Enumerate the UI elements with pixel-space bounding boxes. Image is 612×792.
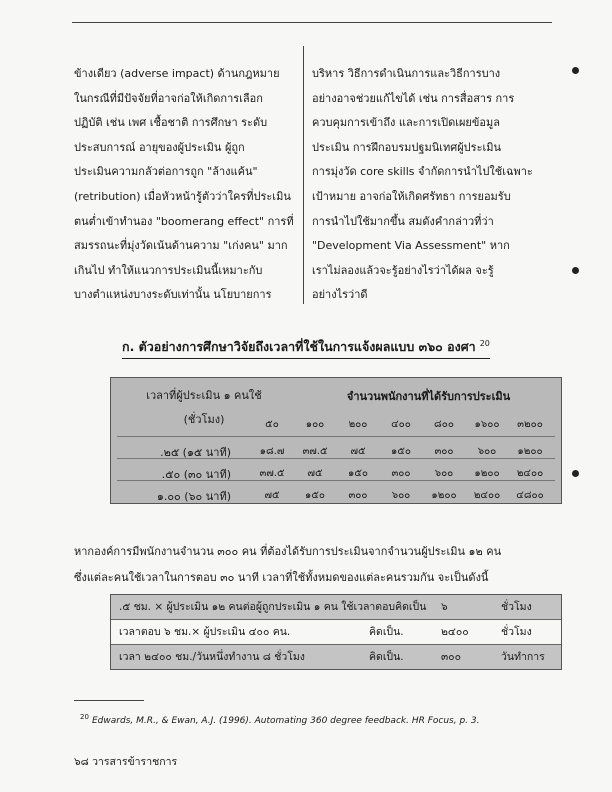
paragraph-line: หากองค์การมีพนักงานจำนวน ๓๐๐ คน ที่ต้องได้รับการประเมินจากจำนวนผู้ประเมิน ๑๒ คน — [74, 545, 502, 558]
table-column-header: ๑๖๐๐ — [474, 419, 500, 430]
table-cell: ๔๘๐๐ — [516, 490, 544, 501]
body-line: สมรรถนะที่มุ่งวัดเน้นด้านความ "เก่งคน" มาก — [74, 239, 288, 253]
table-left-header-line: (ชั่วโมง) — [183, 413, 225, 426]
margin-bullet — [572, 67, 579, 74]
calc-part: ชั่วโมง — [501, 601, 532, 613]
section-title — [122, 337, 490, 359]
calc-part: ๓๐๐ — [441, 651, 461, 663]
table-row-line — [117, 436, 555, 437]
paragraph-line: ซึ่งแต่ละคนใช้เวลาในการตอบ ๓๐ นาที เวลาที่ใช้ทั้งหมดของแต่ละคนรวมกัน จะเป็นดังนี้ — [74, 571, 489, 584]
calc-part: ชั่วโมง — [501, 626, 532, 638]
calculation-box — [110, 594, 562, 670]
table-cell: ๓๐๐ — [434, 446, 454, 457]
table-cell: ๓๗.๕ — [302, 446, 328, 457]
right-column — [312, 62, 552, 308]
body-line: ในกรณีที่มีปัจจัยที่อาจก่อให้เกิดการเลือก — [74, 91, 263, 105]
table-cell: ๓๐๐ — [348, 490, 368, 501]
footnote — [80, 713, 480, 726]
calc-part: ๖ — [441, 601, 448, 613]
footnote-text: Edwards, M.R., & Ewan, A.J. (1996). Automating 360 degree feedback. HR Focus, p. 3. — [92, 716, 480, 726]
calc-part: เวลาตอบ ๖ ชม.× ผู้ประเมิน ๔๐๐ คน. — [119, 626, 291, 638]
table-column-header: ๕๐ — [265, 419, 279, 430]
margin-bullet — [572, 470, 579, 477]
table-cell: ๒๔๐๐ — [473, 490, 501, 501]
body-line: การมุ่งวัด core skills จำกัดการนำไปใช้เฉพาะ — [312, 165, 533, 179]
table-left-header-line: เวลาที่ผู้ประเมิน ๑ คนใช้ — [146, 389, 262, 402]
top-rule — [72, 22, 552, 23]
table-right-header: จำนวนพนักงานที่ได้รับการประเมิน — [346, 390, 511, 403]
table-cell: ๑๘.๗ — [259, 446, 285, 457]
table-cell: ๖๐๐ — [391, 490, 411, 501]
table-row-label: .๕๐ (๓๐ นาที) — [161, 468, 231, 481]
left-column — [74, 62, 294, 308]
footnote-ref: 20 — [479, 338, 490, 348]
body-line: เป้าหมาย อาจก่อให้เกิดศรัทธา การยอมรับ — [312, 189, 511, 203]
table-cell: ๓๐๐ — [391, 468, 411, 479]
table-cell: ๖๐๐ — [434, 468, 454, 479]
calc-row — [111, 619, 561, 644]
table-column-header: ๒๐๐ — [348, 419, 368, 430]
body-line: "Development Via Assessment" หาก — [312, 239, 510, 253]
body-line: ควบคุมการเข้าถึง และการเปิดเผยข้อมูล — [312, 116, 500, 130]
page-footer: ๖๘ วารสารข้าราชการ — [74, 756, 178, 768]
calc-row — [111, 644, 561, 669]
footnote-number: 20 — [80, 713, 89, 721]
table-cell: ๑๒๐๐ — [517, 446, 543, 457]
body-line: ปฏิบัติ เช่น เพศ เชื้อชาติ การศึกษา ระดับ — [74, 116, 268, 130]
body-line: เราไม่ลองแล้วจะรู้อย่างไรว่าได้ผล จะรู้ — [312, 263, 494, 277]
calc-part: วันทำการ — [501, 651, 545, 663]
body-line: บางตำแหน่งบางระดับเท่านั้น นโยบายการ — [74, 288, 272, 302]
margin-bullet — [572, 267, 579, 274]
body-line: ตนต่ำเข้าทำนอง "boomerang effect" การที่ — [74, 214, 294, 228]
table-column-header: ๑๐๐ — [305, 419, 325, 430]
body-line: บริหาร วิธีการดำเนินการและวิธีการบาง — [312, 67, 501, 80]
body-line: ประเมิน การฝึกอบรมปฐมนิเทศผู้ประเมิน — [312, 140, 502, 154]
table-cell: ๑๒๐๐ — [431, 490, 457, 501]
table-cell: ๒๔๐๐ — [516, 468, 544, 479]
calc-part: คิดเป็น. — [369, 626, 404, 638]
table-column-header: ๔๐๐ — [391, 419, 411, 430]
calc-part: ๒๔๐๐ — [441, 626, 469, 638]
table-cell: ๓๗.๕ — [259, 468, 285, 479]
body-line: การนำไปใช้มากขึ้น สมดังคำกล่าวที่ว่า — [312, 214, 494, 228]
column-divider — [303, 46, 304, 304]
body-line: ข้างเดียว (adverse impact) ด้านกฎหมาย — [74, 67, 280, 80]
table-cell: ๑๕๐ — [347, 468, 369, 479]
body-line: เกินไป ทำให้แนวการประเมินนี้เหมาะกับ — [74, 263, 263, 277]
calc-row — [111, 595, 561, 619]
table-row-label: .๒๕ (๑๕ นาที) — [160, 446, 231, 459]
body-line: อย่างไรว่าดี — [312, 288, 368, 302]
table-cell: ๗๕ — [350, 446, 366, 457]
body-line: ประสบการณ์ อายุของผู้ประเมิน ผู้ถูก — [74, 140, 245, 154]
table-cell: ๑๕๐ — [390, 446, 412, 457]
calc-part: คิดเป็น. — [369, 651, 404, 663]
calc-part: .๕ ชม. × ผู้ประเมิน ๑๒ คนต่อผู้ถูกประเมิน ๑ คน ใช้เวลาตอบคิดเป็น — [119, 601, 427, 613]
footnote-rule — [74, 700, 144, 701]
table-column-header: ๘๐๐ — [434, 419, 454, 430]
body-line: (retribution) เมื่อหัวหน้ารู้ตัวว่าใครที่ประเมิน — [74, 189, 291, 203]
body-line: อย่างอาจช่วยแก้ไขได้ เช่น การสื่อสาร การ — [312, 91, 515, 105]
table-cell: ๑๒๐๐ — [474, 468, 500, 479]
calc-part: เวลา ๒๔๐๐ ชม./วันหนึ่งทำงาน ๘ ชั่วโมง — [119, 651, 305, 663]
table-row-label: ๑.๐๐ (๖๐ นาที) — [156, 490, 231, 503]
table-cell: ๗๕ — [307, 468, 323, 479]
table-cell: ๖๐๐ — [477, 446, 497, 457]
table-cell: ๑๕๐ — [304, 490, 326, 501]
section-title-text: ก. ตัวอย่างการศึกษาวิจัยถึงเวลาที่ใช้ในการแจ้งผลแบบ ๓๖๐ องศา — [122, 339, 476, 354]
table-column-header: ๓๒๐๐ — [517, 419, 543, 430]
body-line: ประเมินความกลัวต่อการถูก "ล้างแค้น" — [74, 165, 258, 179]
table-cell: ๗๕ — [264, 490, 280, 501]
time-table — [110, 377, 562, 504]
